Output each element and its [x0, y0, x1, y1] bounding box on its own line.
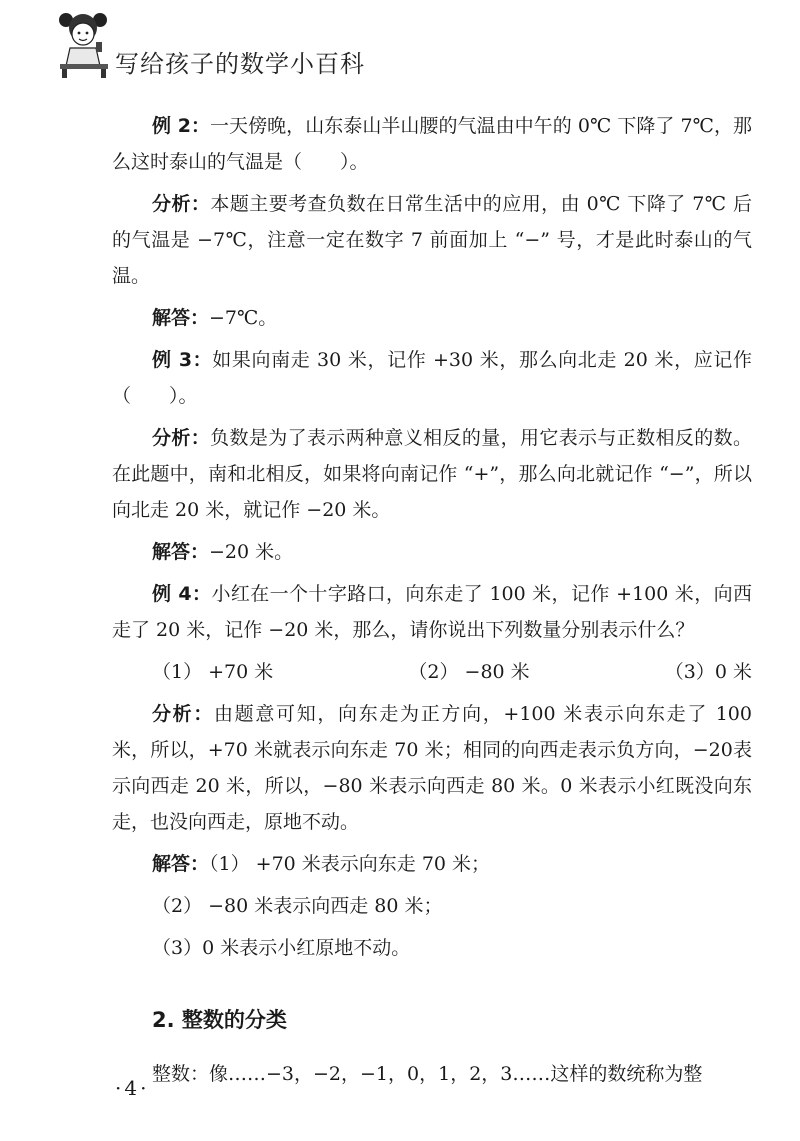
analysis-label: 分析： — [152, 427, 211, 449]
option-2: （2） −80 米 — [408, 661, 530, 683]
page-content — [112, 108, 752, 1098]
question-text: 小红在一个十字路口，向东走了 100 米，记作 +100 米，向西走了 20 米，记作 −20 米，那么，请你说出下列数量分别表示什么？ — [112, 583, 752, 641]
answer-label: 解答： — [152, 541, 210, 563]
answer-line-1: （1） +70 米表示向东走 70 米； — [209, 853, 491, 875]
answer-label: 解答： — [152, 307, 210, 329]
analysis-label: 分析： — [152, 703, 215, 725]
analysis-text: 负数是为了表示两种意义相反的量，用它表示与正数相反的数。在此题中，南和北相反，如果将向南记作 “+”，那么向北就记作 “−”，所以向北走 20 米，就记作 −20 米。 — [112, 427, 752, 521]
option-3: （3）0 米 — [664, 661, 752, 683]
example-4-question — [112, 576, 752, 648]
question-text: 一天傍晚，山东泰山半山腰的气温由中午的 0℃ 下降了 7℃，那么这时泰山的气温是（ ）。 — [112, 115, 752, 173]
answer-label: 解答： — [152, 853, 210, 875]
book-title: 写给孩子的数学小百科 — [115, 50, 365, 78]
section-heading: 2. 整数的分类 — [152, 1008, 287, 1032]
example-3-question — [112, 342, 752, 414]
example-3-analysis — [112, 420, 752, 528]
answer-text: −7℃。 — [209, 307, 278, 329]
example-label: 例 4： — [152, 583, 212, 605]
answer-text: −20 米。 — [209, 541, 294, 563]
example-3-answer — [112, 534, 752, 570]
example-4-analysis — [112, 696, 752, 840]
example-4-answer-line-3: （3）0 米表示小红原地不动。 — [152, 937, 411, 959]
example-2-analysis — [112, 186, 752, 294]
example-label: 例 3： — [152, 349, 213, 371]
example-label: 例 2： — [152, 115, 210, 137]
page-number: ·4· — [115, 1076, 150, 1100]
analysis-label: 分析： — [152, 193, 211, 215]
example-4-options — [112, 654, 752, 690]
page-header — [0, 0, 800, 90]
example-4-answer — [112, 846, 752, 882]
example-2-question — [112, 108, 752, 180]
girl-mascot-icon — [52, 6, 116, 80]
section-text: 整数：像……−3，−2，−1，0，1，2，3……这样的数统称为整 — [152, 1063, 703, 1085]
example-2-answer — [112, 300, 752, 336]
analysis-text: 由题意可知，向东走为正方向，+100 米表示向东走了 100 米，所以，+70 米就表示向东走 70 米；相同的向西走表示负方向，−20表示向西走 20 米，所以，−80 米表示向西走 80 米。0 米表示小红既没向东走，也没向西走，原地不动。 — [112, 703, 752, 833]
analysis-text: 本题主要考查负数在日常生活中的应用，由 0℃ 下降了 7℃ 后的气温是 −7℃，注意一定在数字 7 前面加上 “−” 号，才是此时泰山的气温。 — [112, 193, 752, 287]
option-1: （1） +70 米 — [152, 661, 274, 683]
example-4-answer-line-2: （2） −80 米表示向西走 80 米； — [152, 895, 443, 917]
question-text: 如果向南走 30 米，记作 +30 米，那么向北走 20 米，应记作（ ）。 — [112, 349, 752, 407]
